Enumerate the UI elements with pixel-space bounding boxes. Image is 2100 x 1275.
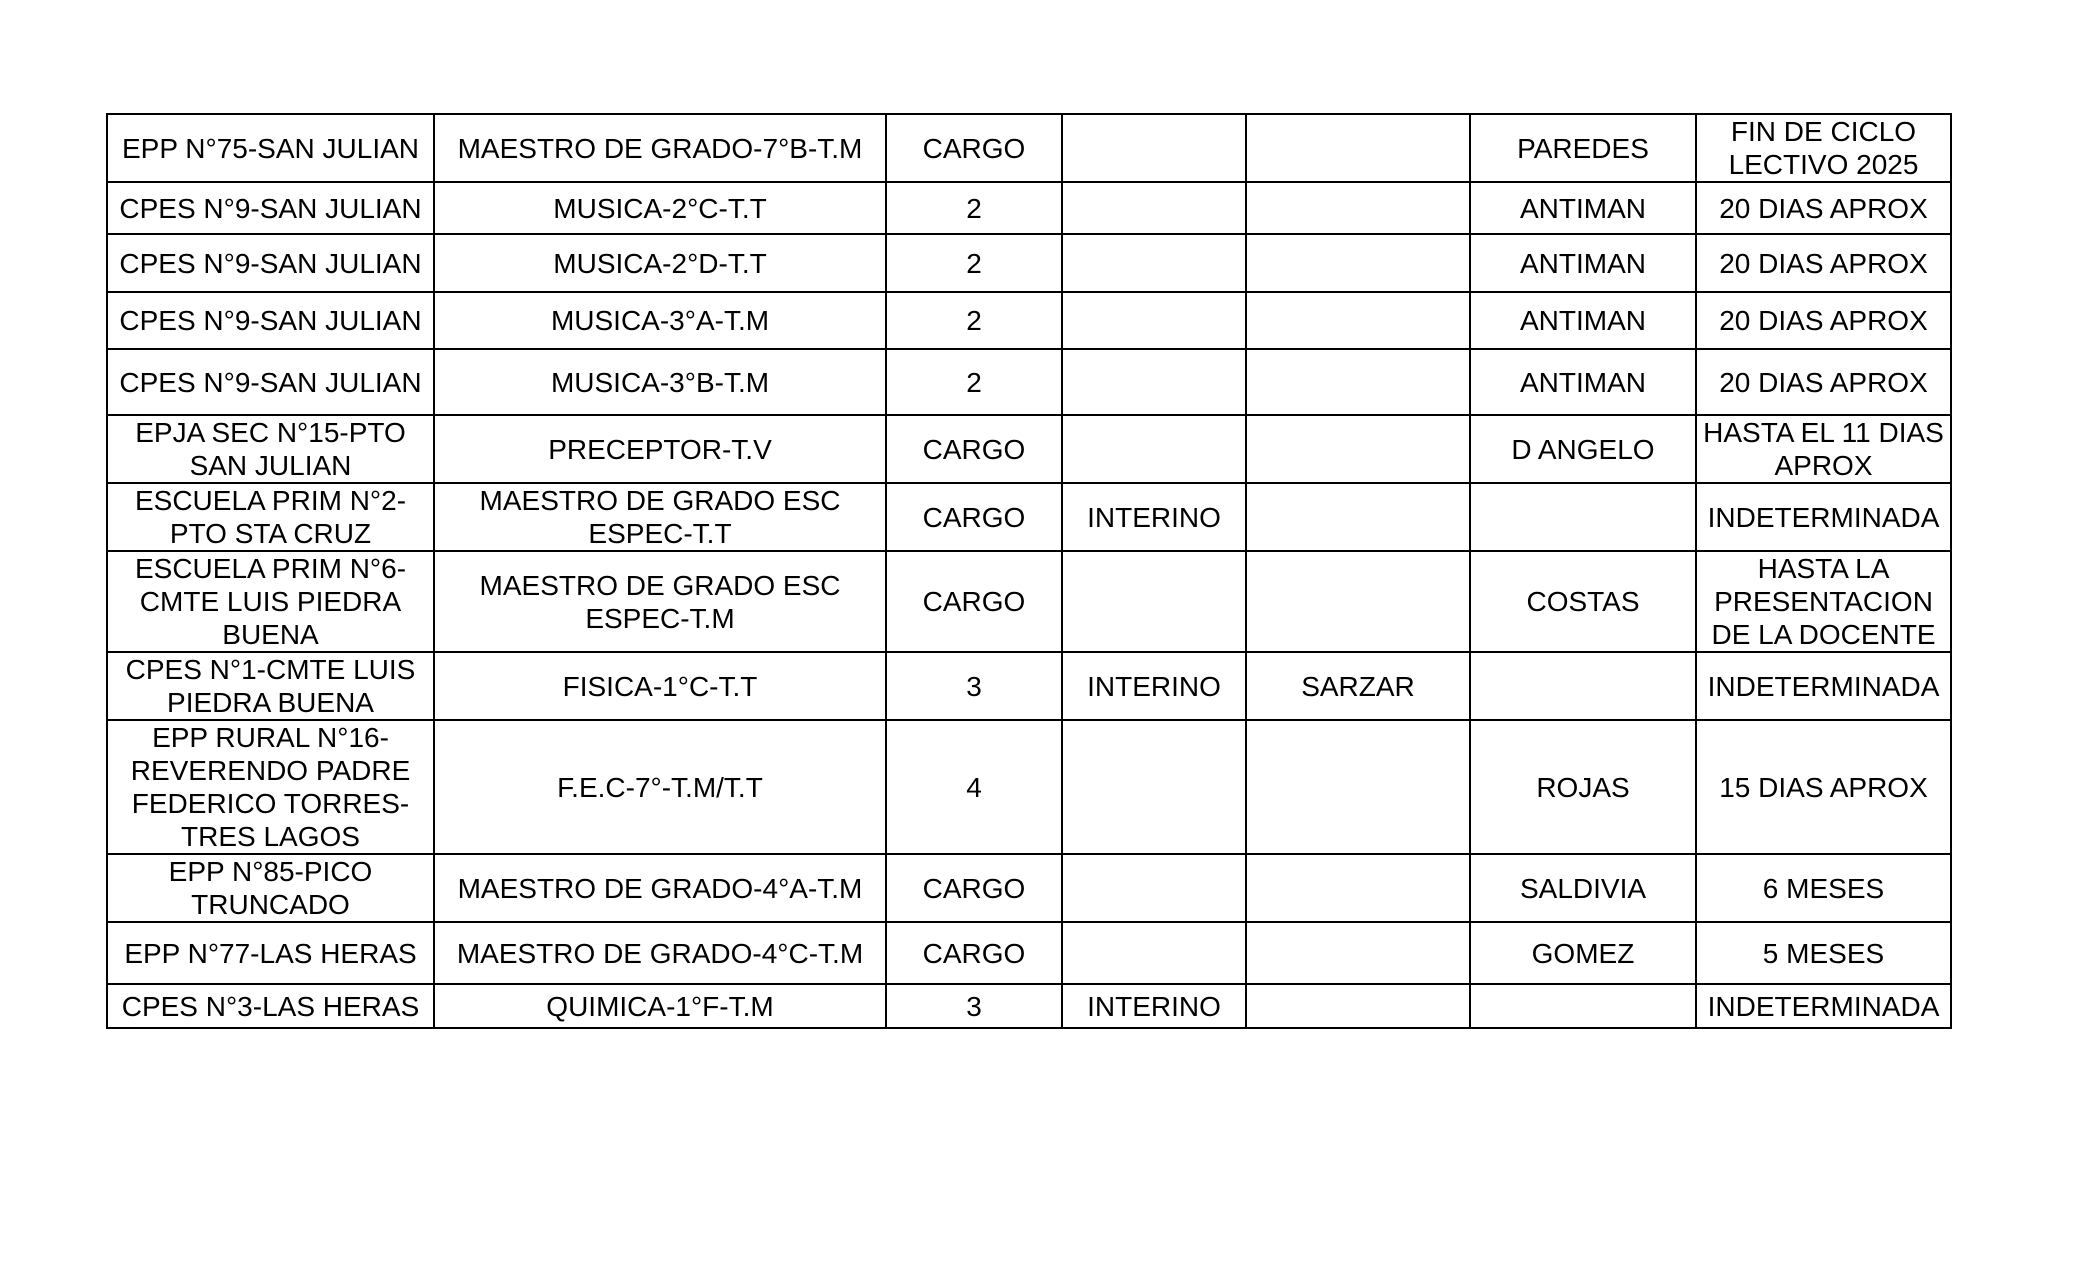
titular-cell [1246,854,1470,922]
hours-cell: 2 [886,182,1062,234]
status-cell [1062,114,1246,182]
titular-cell [1246,984,1470,1028]
duration-cell: INDETERMINADA [1696,984,1951,1028]
school-cell: CPES N°9-SAN JULIAN [107,292,434,349]
position-cell: MUSICA-3°B-T.M [434,349,886,415]
status-cell [1062,854,1246,922]
titular-cell: SARZAR [1246,652,1470,720]
replaced-teacher-cell [1470,984,1696,1028]
status-cell: INTERINO [1062,984,1246,1028]
table-row [107,922,1951,984]
position-cell: MAESTRO DE GRADO-7°B-T.M [434,114,886,182]
hours-cell: CARGO [886,483,1062,551]
school-cell: CPES N°9-SAN JULIAN [107,234,434,292]
duration-cell: HASTA LA PRESENTACION DE LA DOCENTE [1696,551,1951,652]
hours-cell: 2 [886,349,1062,415]
hours-cell: CARGO [886,114,1062,182]
status-cell [1062,922,1246,984]
duration-cell: INDETERMINADA [1696,483,1951,551]
table-row [107,652,1951,720]
position-cell: MUSICA-2°D-T.T [434,234,886,292]
table-row [107,234,1951,292]
school-cell: EPP N°77-LAS HERAS [107,922,434,984]
titular-cell [1246,483,1470,551]
replaced-teacher-cell: ANTIMAN [1470,349,1696,415]
hours-cell: CARGO [886,922,1062,984]
status-cell [1062,234,1246,292]
table-row [107,854,1951,922]
status-cell: INTERINO [1062,652,1246,720]
school-cell: CPES N°3-LAS HERAS [107,984,434,1028]
replaced-teacher-cell: ANTIMAN [1470,182,1696,234]
status-cell [1062,349,1246,415]
replaced-teacher-cell [1470,652,1696,720]
status-cell [1062,182,1246,234]
school-cell: ESCUELA PRIM N°6- CMTE LUIS PIEDRA BUENA [107,551,434,652]
school-cell: EPP RURAL N°16- REVERENDO PADRE FEDERICO TORRES- TRES LAGOS [107,720,434,854]
titular-cell [1246,720,1470,854]
position-cell: MUSICA-3°A-T.M [434,292,886,349]
duration-cell: 20 DIAS APROX [1696,349,1951,415]
position-cell: MUSICA-2°C-T.T [434,182,886,234]
position-cell: MAESTRO DE GRADO ESC ESPEC-T.M [434,551,886,652]
hours-cell: CARGO [886,854,1062,922]
titular-cell [1246,182,1470,234]
replaced-teacher-cell: GOMEZ [1470,922,1696,984]
school-cell: EPP N°85-PICO TRUNCADO [107,854,434,922]
hours-cell: 3 [886,652,1062,720]
duration-cell: 20 DIAS APROX [1696,182,1951,234]
school-cell: ESCUELA PRIM N°2- PTO STA CRUZ [107,483,434,551]
hours-cell: CARGO [886,415,1062,483]
table-row [107,114,1951,182]
status-cell [1062,720,1246,854]
titular-cell [1246,922,1470,984]
school-cell: EPJA SEC N°15-PTO SAN JULIAN [107,415,434,483]
duration-cell: 20 DIAS APROX [1696,292,1951,349]
replaced-teacher-cell: ROJAS [1470,720,1696,854]
status-cell [1062,292,1246,349]
positions-table [106,113,1952,1029]
hours-cell: 2 [886,292,1062,349]
replaced-teacher-cell: SALDIVIA [1470,854,1696,922]
school-cell: CPES N°1-CMTE LUIS PIEDRA BUENA [107,652,434,720]
position-cell: MAESTRO DE GRADO-4°A-T.M [434,854,886,922]
position-cell: FISICA-1°C-T.T [434,652,886,720]
duration-cell: 20 DIAS APROX [1696,234,1951,292]
duration-cell: 15 DIAS APROX [1696,720,1951,854]
duration-cell: HASTA EL 11 DIAS APROX [1696,415,1951,483]
titular-cell [1246,292,1470,349]
replaced-teacher-cell: D ANGELO [1470,415,1696,483]
status-cell [1062,415,1246,483]
hours-cell: 2 [886,234,1062,292]
status-cell [1062,551,1246,652]
replaced-teacher-cell: COSTAS [1470,551,1696,652]
titular-cell [1246,415,1470,483]
status-cell: INTERINO [1062,483,1246,551]
replaced-teacher-cell [1470,483,1696,551]
position-cell: MAESTRO DE GRADO ESC ESPEC-T.T [434,483,886,551]
hours-cell: 3 [886,984,1062,1028]
table-row [107,182,1951,234]
position-cell: QUIMICA-1°F-T.M [434,984,886,1028]
table-row [107,349,1951,415]
position-cell: PRECEPTOR-T.V [434,415,886,483]
position-cell: MAESTRO DE GRADO-4°C-T.M [434,922,886,984]
table-row [107,720,1951,854]
replaced-teacher-cell: ANTIMAN [1470,234,1696,292]
school-cell: CPES N°9-SAN JULIAN [107,182,434,234]
school-cell: CPES N°9-SAN JULIAN [107,349,434,415]
titular-cell [1246,114,1470,182]
duration-cell: INDETERMINADA [1696,652,1951,720]
table-row [107,415,1951,483]
position-cell: F.E.C-7°-T.M/T.T [434,720,886,854]
duration-cell: FIN DE CICLO LECTIVO 2025 [1696,114,1951,182]
replaced-teacher-cell: ANTIMAN [1470,292,1696,349]
table-row [107,984,1951,1028]
hours-cell: CARGO [886,551,1062,652]
table-row [107,551,1951,652]
table-row [107,483,1951,551]
replaced-teacher-cell: PAREDES [1470,114,1696,182]
hours-cell: 4 [886,720,1062,854]
duration-cell: 6 MESES [1696,854,1951,922]
titular-cell [1246,551,1470,652]
titular-cell [1246,349,1470,415]
titular-cell [1246,234,1470,292]
duration-cell: 5 MESES [1696,922,1951,984]
school-cell: EPP N°75-SAN JULIAN [107,114,434,182]
table-row [107,292,1951,349]
